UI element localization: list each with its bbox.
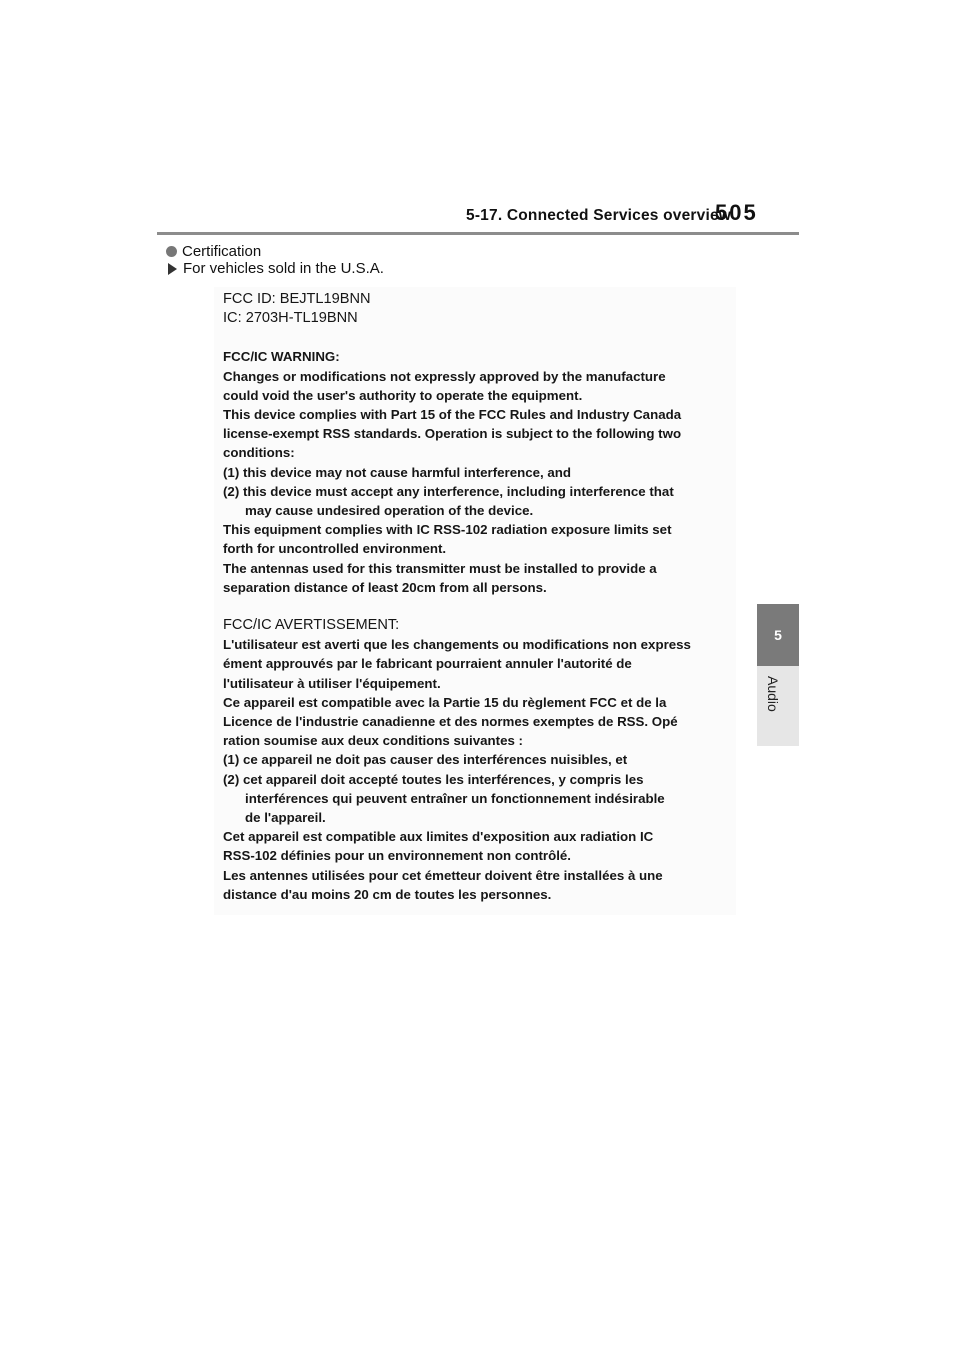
certification-text — [223, 290, 733, 904]
bullet-heading-text: Certification — [182, 243, 262, 260]
avertissement-line: l'utilisateur à utiliser l'équipement. — [223, 675, 441, 691]
chapter-tab — [757, 604, 799, 666]
fcc-id: FCC ID: BEJTL19BNN — [223, 291, 371, 307]
avertissement-line: ration soumise aux deux conditions suivantes : — [223, 733, 523, 749]
avertissement-line: Les antennes utilisées pour cet émetteur doivent être installées à une — [223, 867, 663, 883]
header-rule — [157, 232, 799, 235]
warning-line: (1) this device may not cause harmful interference, and — [223, 464, 572, 480]
avertissement-title: FCC/IC AVERTISSEMENT: — [223, 617, 400, 634]
avertissement-line: interférences qui peuvent entraîner un fonctionnement indésirable — [245, 790, 665, 806]
avertissement-line: Ce appareil est compatible avec la Partie 15 du règlement FCC et de la — [223, 694, 667, 710]
bullet-heading — [166, 243, 261, 260]
bullet-circle-icon — [166, 246, 177, 257]
warning-line: The antennas used for this transmitter must be installed to provide a — [223, 560, 657, 576]
avertissement-line: ément approuvés par le fabricant pourraient annuler l'autorité de — [223, 656, 632, 672]
warning-title: FCC/IC WARNING: — [223, 349, 340, 365]
avertissement-line: distance d'au moins 20 cm de toutes les personnes. — [223, 886, 552, 902]
sub-heading — [166, 260, 384, 277]
warning-line: This equipment complies with IC RSS-102 radiation exposure limits set — [223, 522, 672, 538]
avertissement-line: (1) ce appareil ne doit pas causer des interférences nuisibles, et — [223, 752, 628, 768]
triangle-right-icon — [168, 263, 177, 275]
sub-heading-text: For vehicles sold in the U.S.A. — [183, 260, 384, 277]
avertissement-line: Cet appareil est compatible aux limites d'exposition aux radiation IC — [223, 829, 654, 845]
warning-line: Changes or modifications not expressly approved by the manufacture — [223, 368, 666, 384]
avertissement-line: Licence de l'industrie canadienne et des normes exemptes de RSS. Opé — [223, 714, 678, 730]
chapter-label: Audio — [765, 676, 781, 712]
warning-line: (2) this device must accept any interference, including interference that — [223, 483, 674, 499]
ic-id: IC: 2703H-TL19BNN — [223, 310, 358, 327]
warning-line: could void the user's authority to operate the equipment. — [223, 387, 583, 403]
chapter-number: 5 — [774, 627, 782, 643]
warning-line: may cause undesired operation of the device. — [245, 503, 534, 519]
warning-line: forth for uncontrolled environment. — [223, 541, 447, 557]
warning-line: This device complies with Part 15 of the FCC Rules and Industry Canada — [223, 407, 682, 423]
warning-line: license-exempt RSS standards. Operation is subject to the following two — [223, 426, 682, 442]
avertissement-line: (2) cet appareil doit accepté toutes les interférences, y compris les — [223, 771, 644, 787]
page-number: 505 — [715, 200, 758, 225]
warning-line: separation distance of least 20cm from all persons. — [223, 579, 547, 595]
warning-line: conditions: — [223, 445, 295, 461]
avertissement-line: de l'appareil. — [245, 810, 326, 826]
avertissement-line: RSS-102 définies pour un environnement non contrôlé. — [223, 848, 571, 864]
section-title: 5-17. Connected Services overview — [466, 207, 732, 224]
avertissement-line: L'utilisateur est averti que les changements ou modifications non express — [223, 637, 691, 653]
